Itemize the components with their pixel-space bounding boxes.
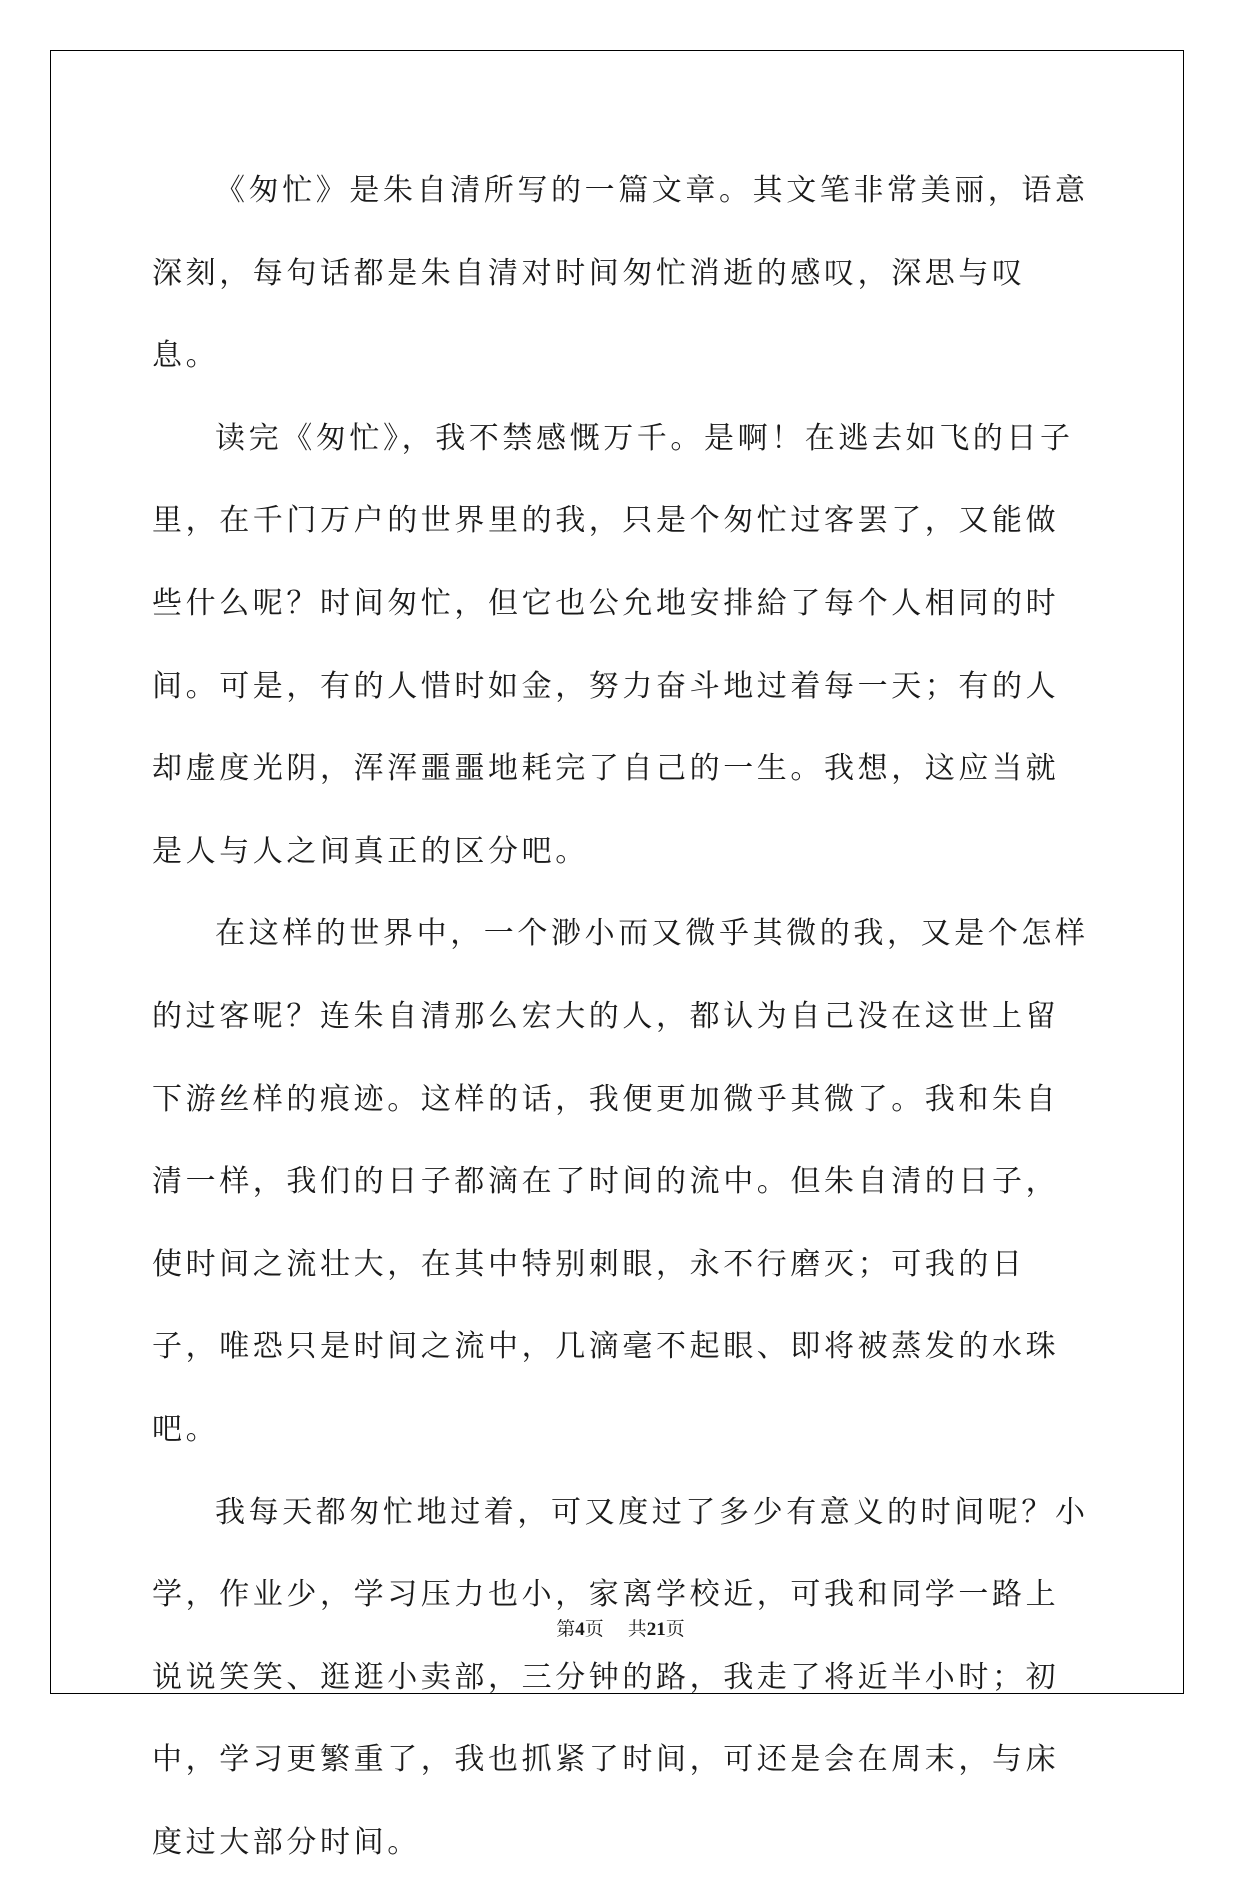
footer-page-word: 页 — [585, 1619, 604, 1640]
paragraph-2: 读完《匆忙》，我不禁感慨万千。是啊！在逃去如飞的日子里，在千门万户的世界里的我，只是个匆忙过客罢了，又能做些什么呢？时间匆忙，但它也公允地安排給了每个人相同的时间。可是，有的人惜时如金，努力奋斗地过着每一天；有的人却虚度光阴，浑浑噩噩地耗完了自己的一生。我想，这应当就是人与人之间真正的区分吧。 — [152, 398, 1090, 894]
page-footer — [0, 1614, 1241, 1641]
paragraph-4: 我每天都匆忙地过着，可又度过了多少有意义的时间呢？小学，作业少，学习压力也小，家离学校近，可我和同学一路上说说笑笑、逛逛小卖部，三分钟的路，我走了将近半小时；初中，学习更繁重了，我也抓紧了时间，可还是会在周末，与床度过大部分时间。 — [152, 1472, 1090, 1884]
paragraph-1: 《匆忙》是朱自清所写的一篇文章。其文笔非常美丽，语意深刻，每句话都是朱自清对时间匆忙消逝的感叹，深思与叹息。 — [152, 150, 1090, 398]
total-pages-number: 21 — [647, 1619, 666, 1640]
footer-total-prefix: 共 — [628, 1619, 647, 1640]
current-page-number: 4 — [575, 1619, 585, 1640]
footer-total-suffix: 页 — [666, 1619, 685, 1640]
footer-prefix: 第 — [556, 1619, 575, 1640]
paragraph-3: 在这样的世界中，一个渺小而又微乎其微的我，又是个怎样的过客呢？连朱自清那么宏大的人，都认为自己没在这世上留下游丝样的痕迹。这样的话，我便更加微乎其微了。我和朱自清一样，我们的日子都滴在了时间的流中。但朱自清的日子，使时间之流壮大，在其中特别刺眼，永不行磨灭；可我的日子，唯恐只是时间之流中，几滴毫不起眼、即将被蒸发的水珠吧。 — [152, 893, 1090, 1471]
